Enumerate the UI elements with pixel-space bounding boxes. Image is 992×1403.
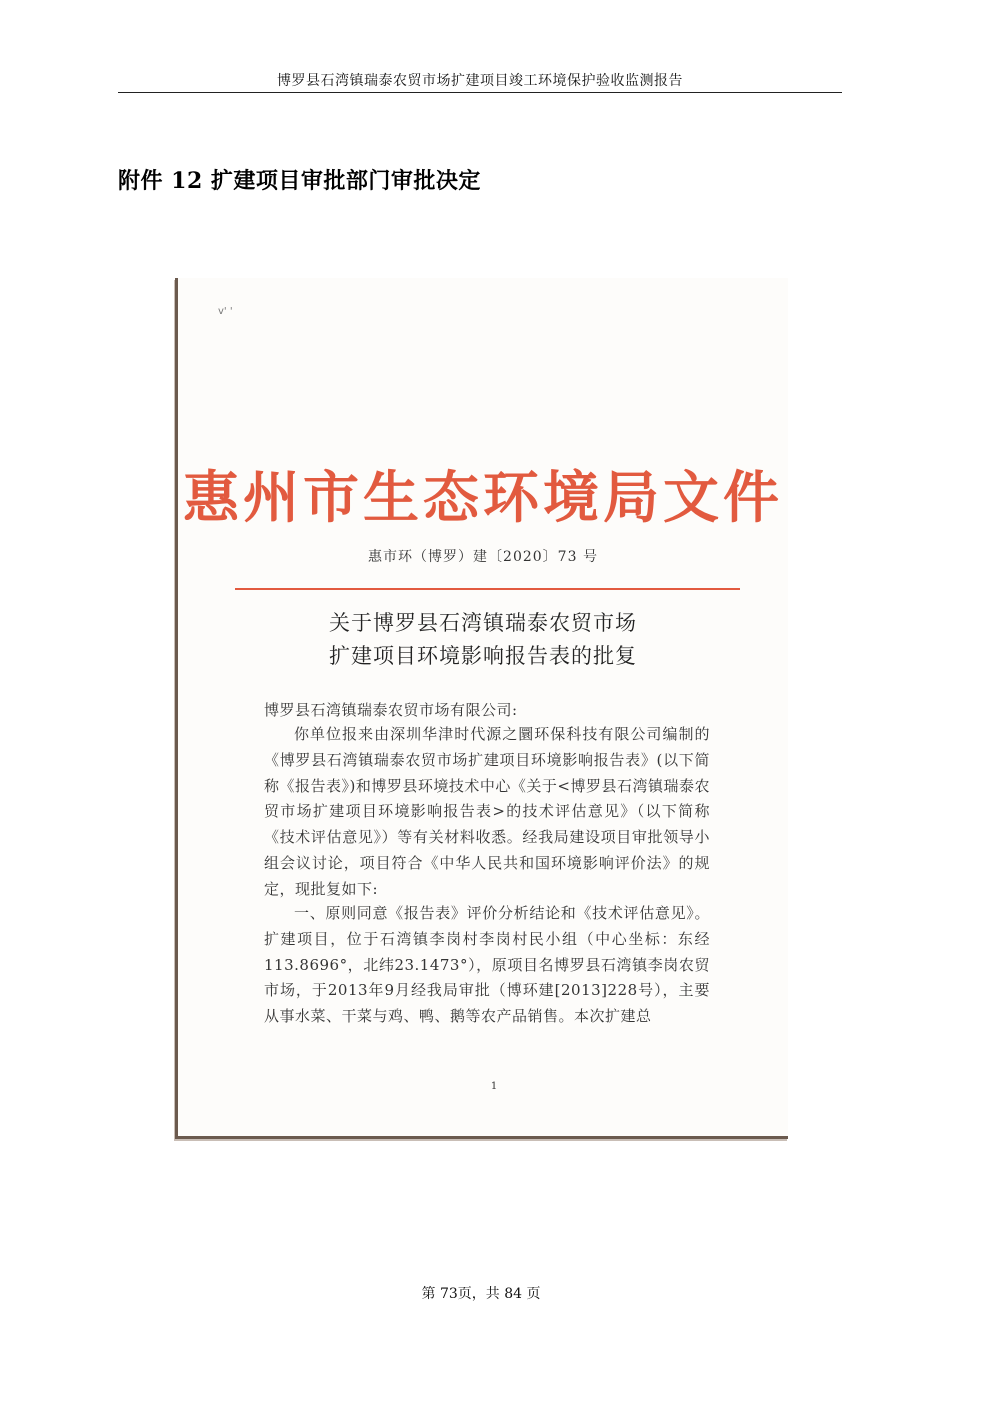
header-rule [118, 92, 842, 93]
attachment-heading: 附件 12 扩建项目审批部门审批决定 [118, 168, 481, 194]
scan-speck-mark: v' ' [218, 306, 233, 317]
red-divider-line [235, 588, 740, 590]
body-paragraph-1: 你单位报来由深圳华津时代源之圜环保科技有限公司编制的《博罗县石湾镇瑞泰农贸市场扩建项目环境影响报告表》(以下简称《报告表》)和博罗县环境技术中心《关于<博罗县石湾镇瑞泰农贸市场扩建项目环境影响报告表>的技术评估意见》（以下简称《技术评估意见》）等有关材料收悉。经我局建设项目审批领导小组会议讨论，项目符合《中华人民共和国环境影响评价法》的规定，现批复如下: [264, 725, 710, 898]
document-number: 惠市环（博罗）建〔2020〕73 号 [368, 549, 598, 565]
running-header: 博罗县石湾镇瑞泰农贸市场扩建项目竣工环境保护验收监测报告 [277, 73, 683, 89]
reply-title-line-2: 扩建项目环境影响报告表的批复 [329, 644, 637, 668]
body-paragraph-2: 一、原则同意《报告表》评价分析结论和《技术评估意见》。扩建项目，位于石湾镇李岗村李岗村民小组（中心坐标：东经113.8696°，北纬23.1473°），原项目名博罗县石湾镇李岗农贸市场，于2013年9月经我局审批（博环建[2013]228号），主要从事水菜、干菜与鸡、鸭、鹅等农产品销售。本次扩建总 [264, 904, 710, 1026]
government-document-title: 惠州市生态环境局文件 [183, 465, 783, 531]
addressee: 博罗县石湾镇瑞泰农贸市场有限公司: [264, 701, 518, 719]
page-footer: 第 73页，共 84 页 [421, 1286, 541, 1302]
scanned-approval-document [175, 278, 788, 1139]
reply-title-line-1: 关于博罗县石湾镇瑞泰农贸市场 [329, 611, 637, 635]
scan-page-number: 1 [490, 1081, 498, 1092]
